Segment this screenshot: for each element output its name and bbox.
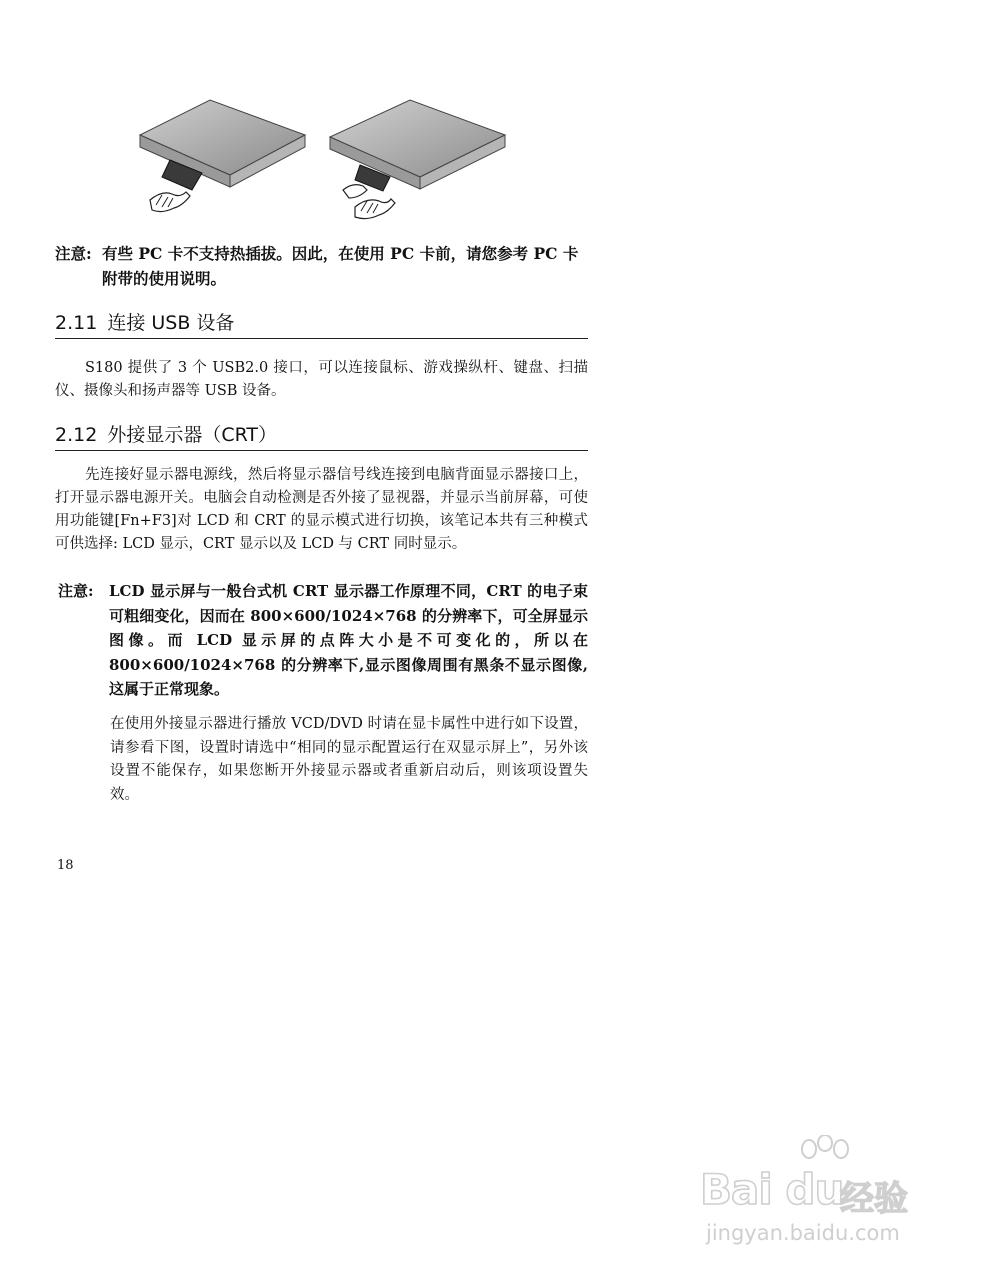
section-number: 2.11 bbox=[55, 312, 98, 334]
usb-paragraph: S180 提供了 3 个 USB2.0 接口，可以连接鼠标、游戏操纵杆、键盘、扫描仪、摄像头和扬声器等 USB 设备。 bbox=[55, 360, 588, 399]
watermark-brand: Bai du bbox=[700, 1165, 844, 1214]
crt-paragraph: 先连接好显示器电源线，然后将显示器信号线连接到电脑背面显示器接口上，打开显示器电源开关。电脑会自动检测是否外接了显视器，并显示当前屏幕，可使用功能键[Fn+F3]对 LCD 和 CRT 的显示模式进行切换，该笔记本共有三种模式可供选择: LCD 显示，CRT 显示以及 LCD 与 CRT 同时显示。 bbox=[55, 467, 588, 552]
page-number: 18 bbox=[57, 858, 74, 873]
note-label: 注意: bbox=[55, 244, 92, 263]
pc-card-note bbox=[55, 241, 590, 291]
watermark-cn: 经验 bbox=[840, 1179, 908, 1219]
note-label: 注意: bbox=[58, 582, 94, 600]
note-text: 有些 PC 卡不支持热插拔。因此，在使用 PC 卡前，请您参考 PC 卡附带的使用说明。 bbox=[102, 244, 579, 288]
section-title: 连接 USB 设备 bbox=[107, 312, 235, 334]
crt-note bbox=[58, 579, 588, 702]
watermark-url: jingyan.baidu.com bbox=[706, 1221, 900, 1245]
pc-card-insert-illustration bbox=[130, 95, 315, 230]
baidu-jingyan-watermark bbox=[700, 1135, 950, 1255]
section-title: 外接显示器（CRT） bbox=[107, 424, 278, 446]
section-heading-crt bbox=[55, 423, 588, 451]
vcd-dvd-paragraph: 在使用外接显示器进行播放 VCD/DVD 时请在显卡属性中进行如下设置，请参看下图，设置时请选中“相同的显示配置运行在双显示屏上”，另外该设置不能保存，如果您断开外接显示器或者重新启动后，则该项设置失效。 bbox=[110, 716, 588, 803]
section-heading-usb bbox=[55, 311, 588, 339]
note-text: LCD 显示屏与一般台式机 CRT 显示器工作原理不同，CRT 的电子束可粗细变化，因而在 800×600/1024×768 的分辨率下，可全屏显示图像。而 LCD 显示屏的点阵大小是不可变化的，所以在 800×600/1024×768 的分辨率下,显示图像周围有黑条不显示图像,这属于正常现象。 bbox=[109, 582, 588, 698]
pc-card-remove-illustration bbox=[325, 95, 510, 230]
section-number: 2.12 bbox=[55, 424, 98, 446]
